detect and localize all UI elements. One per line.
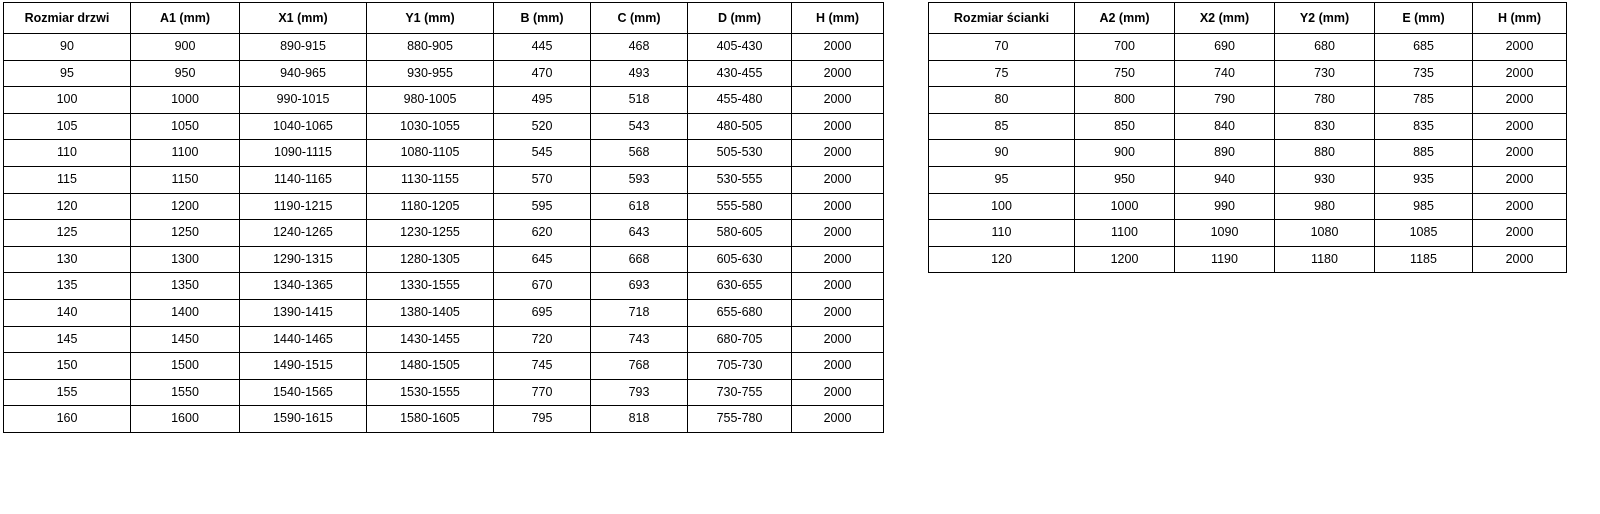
walls-table-body — [929, 34, 1567, 273]
table-cell: 1040-1065 — [240, 113, 367, 140]
table-cell: 95 — [929, 166, 1075, 193]
table-cell: 830 — [1275, 113, 1375, 140]
table-cell: 730-755 — [688, 379, 792, 406]
column-header-a2: A2 (mm) — [1075, 3, 1175, 34]
table-cell: 1600 — [131, 406, 240, 433]
table-cell: 570 — [494, 166, 591, 193]
table-cell: 1180 — [1275, 246, 1375, 273]
table-cell: 2000 — [792, 166, 884, 193]
table-cell: 900 — [1075, 140, 1175, 167]
table-cell: 2000 — [1473, 166, 1567, 193]
table-row — [4, 60, 884, 87]
table-cell: 1480-1505 — [367, 353, 494, 380]
table-cell: 718 — [591, 299, 688, 326]
table-cell: 155 — [4, 379, 131, 406]
table-row — [4, 220, 884, 247]
table-cell: 685 — [1375, 34, 1473, 61]
column-header-x1: X1 (mm) — [240, 3, 367, 34]
table-cell: 1330-1555 — [367, 273, 494, 300]
table-row — [929, 113, 1567, 140]
table-cell: 780 — [1275, 87, 1375, 114]
column-header-y1: Y1 (mm) — [367, 3, 494, 34]
table-cell: 493 — [591, 60, 688, 87]
walls-table-header — [929, 3, 1567, 34]
table-cell: 990 — [1175, 193, 1275, 220]
table-cell: 885 — [1375, 140, 1473, 167]
table-cell: 100 — [929, 193, 1075, 220]
table-cell: 105 — [4, 113, 131, 140]
table-row — [929, 220, 1567, 247]
table-cell: 2000 — [792, 273, 884, 300]
table-row — [929, 87, 1567, 114]
table-cell: 1350 — [131, 273, 240, 300]
table-cell: 1100 — [131, 140, 240, 167]
table-cell: 1000 — [1075, 193, 1175, 220]
table-cell: 2000 — [1473, 220, 1567, 247]
column-header-rozmiar-drzwi: Rozmiar drzwi — [4, 3, 131, 34]
table-cell: 1430-1455 — [367, 326, 494, 353]
column-header-rozmiar-scianki: Rozmiar ścianki — [929, 3, 1075, 34]
table-cell: 840 — [1175, 113, 1275, 140]
table-cell: 140 — [4, 299, 131, 326]
table-cell: 850 — [1075, 113, 1175, 140]
table-cell: 520 — [494, 113, 591, 140]
table-cell: 405-430 — [688, 34, 792, 61]
table-cell: 2000 — [792, 353, 884, 380]
table-cell: 543 — [591, 113, 688, 140]
table-cell: 545 — [494, 140, 591, 167]
table-cell: 505-530 — [688, 140, 792, 167]
table-cell: 1550 — [131, 379, 240, 406]
table-cell: 935 — [1375, 166, 1473, 193]
table-cell: 950 — [131, 60, 240, 87]
table-cell: 1180-1205 — [367, 193, 494, 220]
table-row — [4, 299, 884, 326]
table-cell: 1130-1155 — [367, 166, 494, 193]
table-cell: 130 — [4, 246, 131, 273]
table-cell: 940 — [1175, 166, 1275, 193]
table-cell: 1280-1305 — [367, 246, 494, 273]
table-cell: 150 — [4, 353, 131, 380]
table-row — [4, 34, 884, 61]
table-cell: 655-680 — [688, 299, 792, 326]
table-cell: 2000 — [792, 87, 884, 114]
table-cell: 1540-1565 — [240, 379, 367, 406]
walls-table-container — [928, 2, 1567, 273]
table-cell: 1300 — [131, 246, 240, 273]
table-cell: 990-1015 — [240, 87, 367, 114]
table-cell: 135 — [4, 273, 131, 300]
table-cell: 530-555 — [688, 166, 792, 193]
table-cell: 2000 — [1473, 87, 1567, 114]
table-cell: 593 — [591, 166, 688, 193]
table-row — [4, 113, 884, 140]
table-cell: 1500 — [131, 353, 240, 380]
table-cell: 1450 — [131, 326, 240, 353]
table-cell: 1490-1515 — [240, 353, 367, 380]
table-cell: 1080 — [1275, 220, 1375, 247]
table-row — [4, 326, 884, 353]
table-cell: 795 — [494, 406, 591, 433]
table-row — [4, 140, 884, 167]
table-cell: 1200 — [131, 193, 240, 220]
table-cell: 2000 — [1473, 140, 1567, 167]
table-cell: 495 — [494, 87, 591, 114]
table-cell: 2000 — [1473, 113, 1567, 140]
table-row — [4, 379, 884, 406]
table-cell: 2000 — [792, 193, 884, 220]
table-cell: 1190-1215 — [240, 193, 367, 220]
table-cell: 1190 — [1175, 246, 1275, 273]
table-cell: 115 — [4, 166, 131, 193]
table-cell: 1440-1465 — [240, 326, 367, 353]
table-row — [929, 193, 1567, 220]
table-cell: 890 — [1175, 140, 1275, 167]
table-cell: 755-780 — [688, 406, 792, 433]
table-cell: 2000 — [792, 140, 884, 167]
table-cell: 690 — [1175, 34, 1275, 61]
table-cell: 630-655 — [688, 273, 792, 300]
column-header-y2: Y2 (mm) — [1275, 3, 1375, 34]
table-cell: 145 — [4, 326, 131, 353]
table-cell: 95 — [4, 60, 131, 87]
table-cell: 890-915 — [240, 34, 367, 61]
table-cell: 680-705 — [688, 326, 792, 353]
table-cell: 125 — [4, 220, 131, 247]
table-row — [929, 246, 1567, 273]
table-cell: 900 — [131, 34, 240, 61]
table-cell: 110 — [929, 220, 1075, 247]
table-cell: 470 — [494, 60, 591, 87]
table-cell: 120 — [4, 193, 131, 220]
table-cell: 645 — [494, 246, 591, 273]
column-header-c: C (mm) — [591, 3, 688, 34]
table-cell: 620 — [494, 220, 591, 247]
table-cell: 2000 — [792, 113, 884, 140]
table-cell: 568 — [591, 140, 688, 167]
table-cell: 1590-1615 — [240, 406, 367, 433]
table-cell: 695 — [494, 299, 591, 326]
table-cell: 940-965 — [240, 60, 367, 87]
column-header-a1: A1 (mm) — [131, 3, 240, 34]
table-cell: 735 — [1375, 60, 1473, 87]
table-cell: 745 — [494, 353, 591, 380]
doors-table-header — [4, 3, 884, 34]
table-cell: 430-455 — [688, 60, 792, 87]
table-cell: 880-905 — [367, 34, 494, 61]
table-cell: 110 — [4, 140, 131, 167]
column-header-h: H (mm) — [792, 3, 884, 34]
table-cell: 930 — [1275, 166, 1375, 193]
table-cell: 1380-1405 — [367, 299, 494, 326]
table-row — [929, 140, 1567, 167]
table-cell: 2000 — [1473, 193, 1567, 220]
table-header-row — [929, 3, 1567, 34]
table-row — [4, 273, 884, 300]
table-cell: 90 — [929, 140, 1075, 167]
table-cell: 2000 — [792, 299, 884, 326]
table-cell: 70 — [929, 34, 1075, 61]
table-cell: 85 — [929, 113, 1075, 140]
table-cell: 705-730 — [688, 353, 792, 380]
table-cell: 2000 — [792, 220, 884, 247]
table-cell: 1240-1265 — [240, 220, 367, 247]
table-cell: 793 — [591, 379, 688, 406]
table-cell: 1085 — [1375, 220, 1473, 247]
table-cell: 2000 — [1473, 34, 1567, 61]
table-cell: 555-580 — [688, 193, 792, 220]
table-row — [4, 87, 884, 114]
column-header-d: D (mm) — [688, 3, 792, 34]
column-header-b: B (mm) — [494, 3, 591, 34]
table-cell: 750 — [1075, 60, 1175, 87]
table-cell: 2000 — [792, 379, 884, 406]
table-cell: 1000 — [131, 87, 240, 114]
column-header-e: E (mm) — [1375, 3, 1473, 34]
table-cell: 468 — [591, 34, 688, 61]
table-cell: 1030-1055 — [367, 113, 494, 140]
table-row — [4, 353, 884, 380]
table-cell: 1390-1415 — [240, 299, 367, 326]
table-cell: 160 — [4, 406, 131, 433]
table-cell: 740 — [1175, 60, 1275, 87]
table-cell: 1340-1365 — [240, 273, 367, 300]
table-cell: 818 — [591, 406, 688, 433]
table-cell: 730 — [1275, 60, 1375, 87]
table-row — [4, 166, 884, 193]
table-cell: 700 — [1075, 34, 1175, 61]
doors-table-body — [4, 34, 884, 433]
table-cell: 580-605 — [688, 220, 792, 247]
table-cell: 2000 — [792, 246, 884, 273]
column-header-h: H (mm) — [1473, 3, 1567, 34]
table-cell: 80 — [929, 87, 1075, 114]
table-row — [929, 166, 1567, 193]
table-cell: 445 — [494, 34, 591, 61]
table-cell: 90 — [4, 34, 131, 61]
table-cell: 693 — [591, 273, 688, 300]
table-cell: 1290-1315 — [240, 246, 367, 273]
table-cell: 670 — [494, 273, 591, 300]
table-cell: 1090 — [1175, 220, 1275, 247]
table-cell: 1185 — [1375, 246, 1473, 273]
table-cell: 643 — [591, 220, 688, 247]
table-cell: 1150 — [131, 166, 240, 193]
table-cell: 480-505 — [688, 113, 792, 140]
table-cell: 1140-1165 — [240, 166, 367, 193]
table-cell: 1250 — [131, 220, 240, 247]
table-cell: 800 — [1075, 87, 1175, 114]
table-row — [4, 246, 884, 273]
table-cell: 2000 — [1473, 246, 1567, 273]
table-cell: 518 — [591, 87, 688, 114]
table-cell: 1200 — [1075, 246, 1175, 273]
table-cell: 618 — [591, 193, 688, 220]
table-cell: 770 — [494, 379, 591, 406]
table-cell: 1230-1255 — [367, 220, 494, 247]
table-cell: 980-1005 — [367, 87, 494, 114]
table-cell: 100 — [4, 87, 131, 114]
table-cell: 455-480 — [688, 87, 792, 114]
table-cell: 1400 — [131, 299, 240, 326]
table-cell: 1530-1555 — [367, 379, 494, 406]
table-cell: 75 — [929, 60, 1075, 87]
table-cell: 930-955 — [367, 60, 494, 87]
table-cell: 743 — [591, 326, 688, 353]
table-row — [4, 193, 884, 220]
table-cell: 1050 — [131, 113, 240, 140]
table-cell: 790 — [1175, 87, 1275, 114]
column-header-x2: X2 (mm) — [1175, 3, 1275, 34]
table-cell: 880 — [1275, 140, 1375, 167]
table-cell: 950 — [1075, 166, 1175, 193]
table-cell: 768 — [591, 353, 688, 380]
table-cell: 1100 — [1075, 220, 1175, 247]
table-cell: 605-630 — [688, 246, 792, 273]
table-cell: 668 — [591, 246, 688, 273]
doors-table-container — [3, 2, 884, 433]
table-cell: 985 — [1375, 193, 1473, 220]
table-cell: 1090-1115 — [240, 140, 367, 167]
table-cell: 1580-1605 — [367, 406, 494, 433]
table-cell: 595 — [494, 193, 591, 220]
table-cell: 1080-1105 — [367, 140, 494, 167]
table-row — [929, 60, 1567, 87]
walls-specification-table — [928, 2, 1567, 273]
table-header-row — [4, 3, 884, 34]
table-row — [929, 34, 1567, 61]
table-cell: 2000 — [792, 34, 884, 61]
table-cell: 720 — [494, 326, 591, 353]
table-cell: 2000 — [792, 406, 884, 433]
table-cell: 2000 — [792, 60, 884, 87]
table-cell: 2000 — [1473, 60, 1567, 87]
table-row — [4, 406, 884, 433]
table-cell: 2000 — [792, 326, 884, 353]
table-cell: 980 — [1275, 193, 1375, 220]
table-cell: 120 — [929, 246, 1075, 273]
table-cell: 835 — [1375, 113, 1473, 140]
table-cell: 785 — [1375, 87, 1473, 114]
doors-specification-table — [3, 2, 884, 433]
table-cell: 680 — [1275, 34, 1375, 61]
